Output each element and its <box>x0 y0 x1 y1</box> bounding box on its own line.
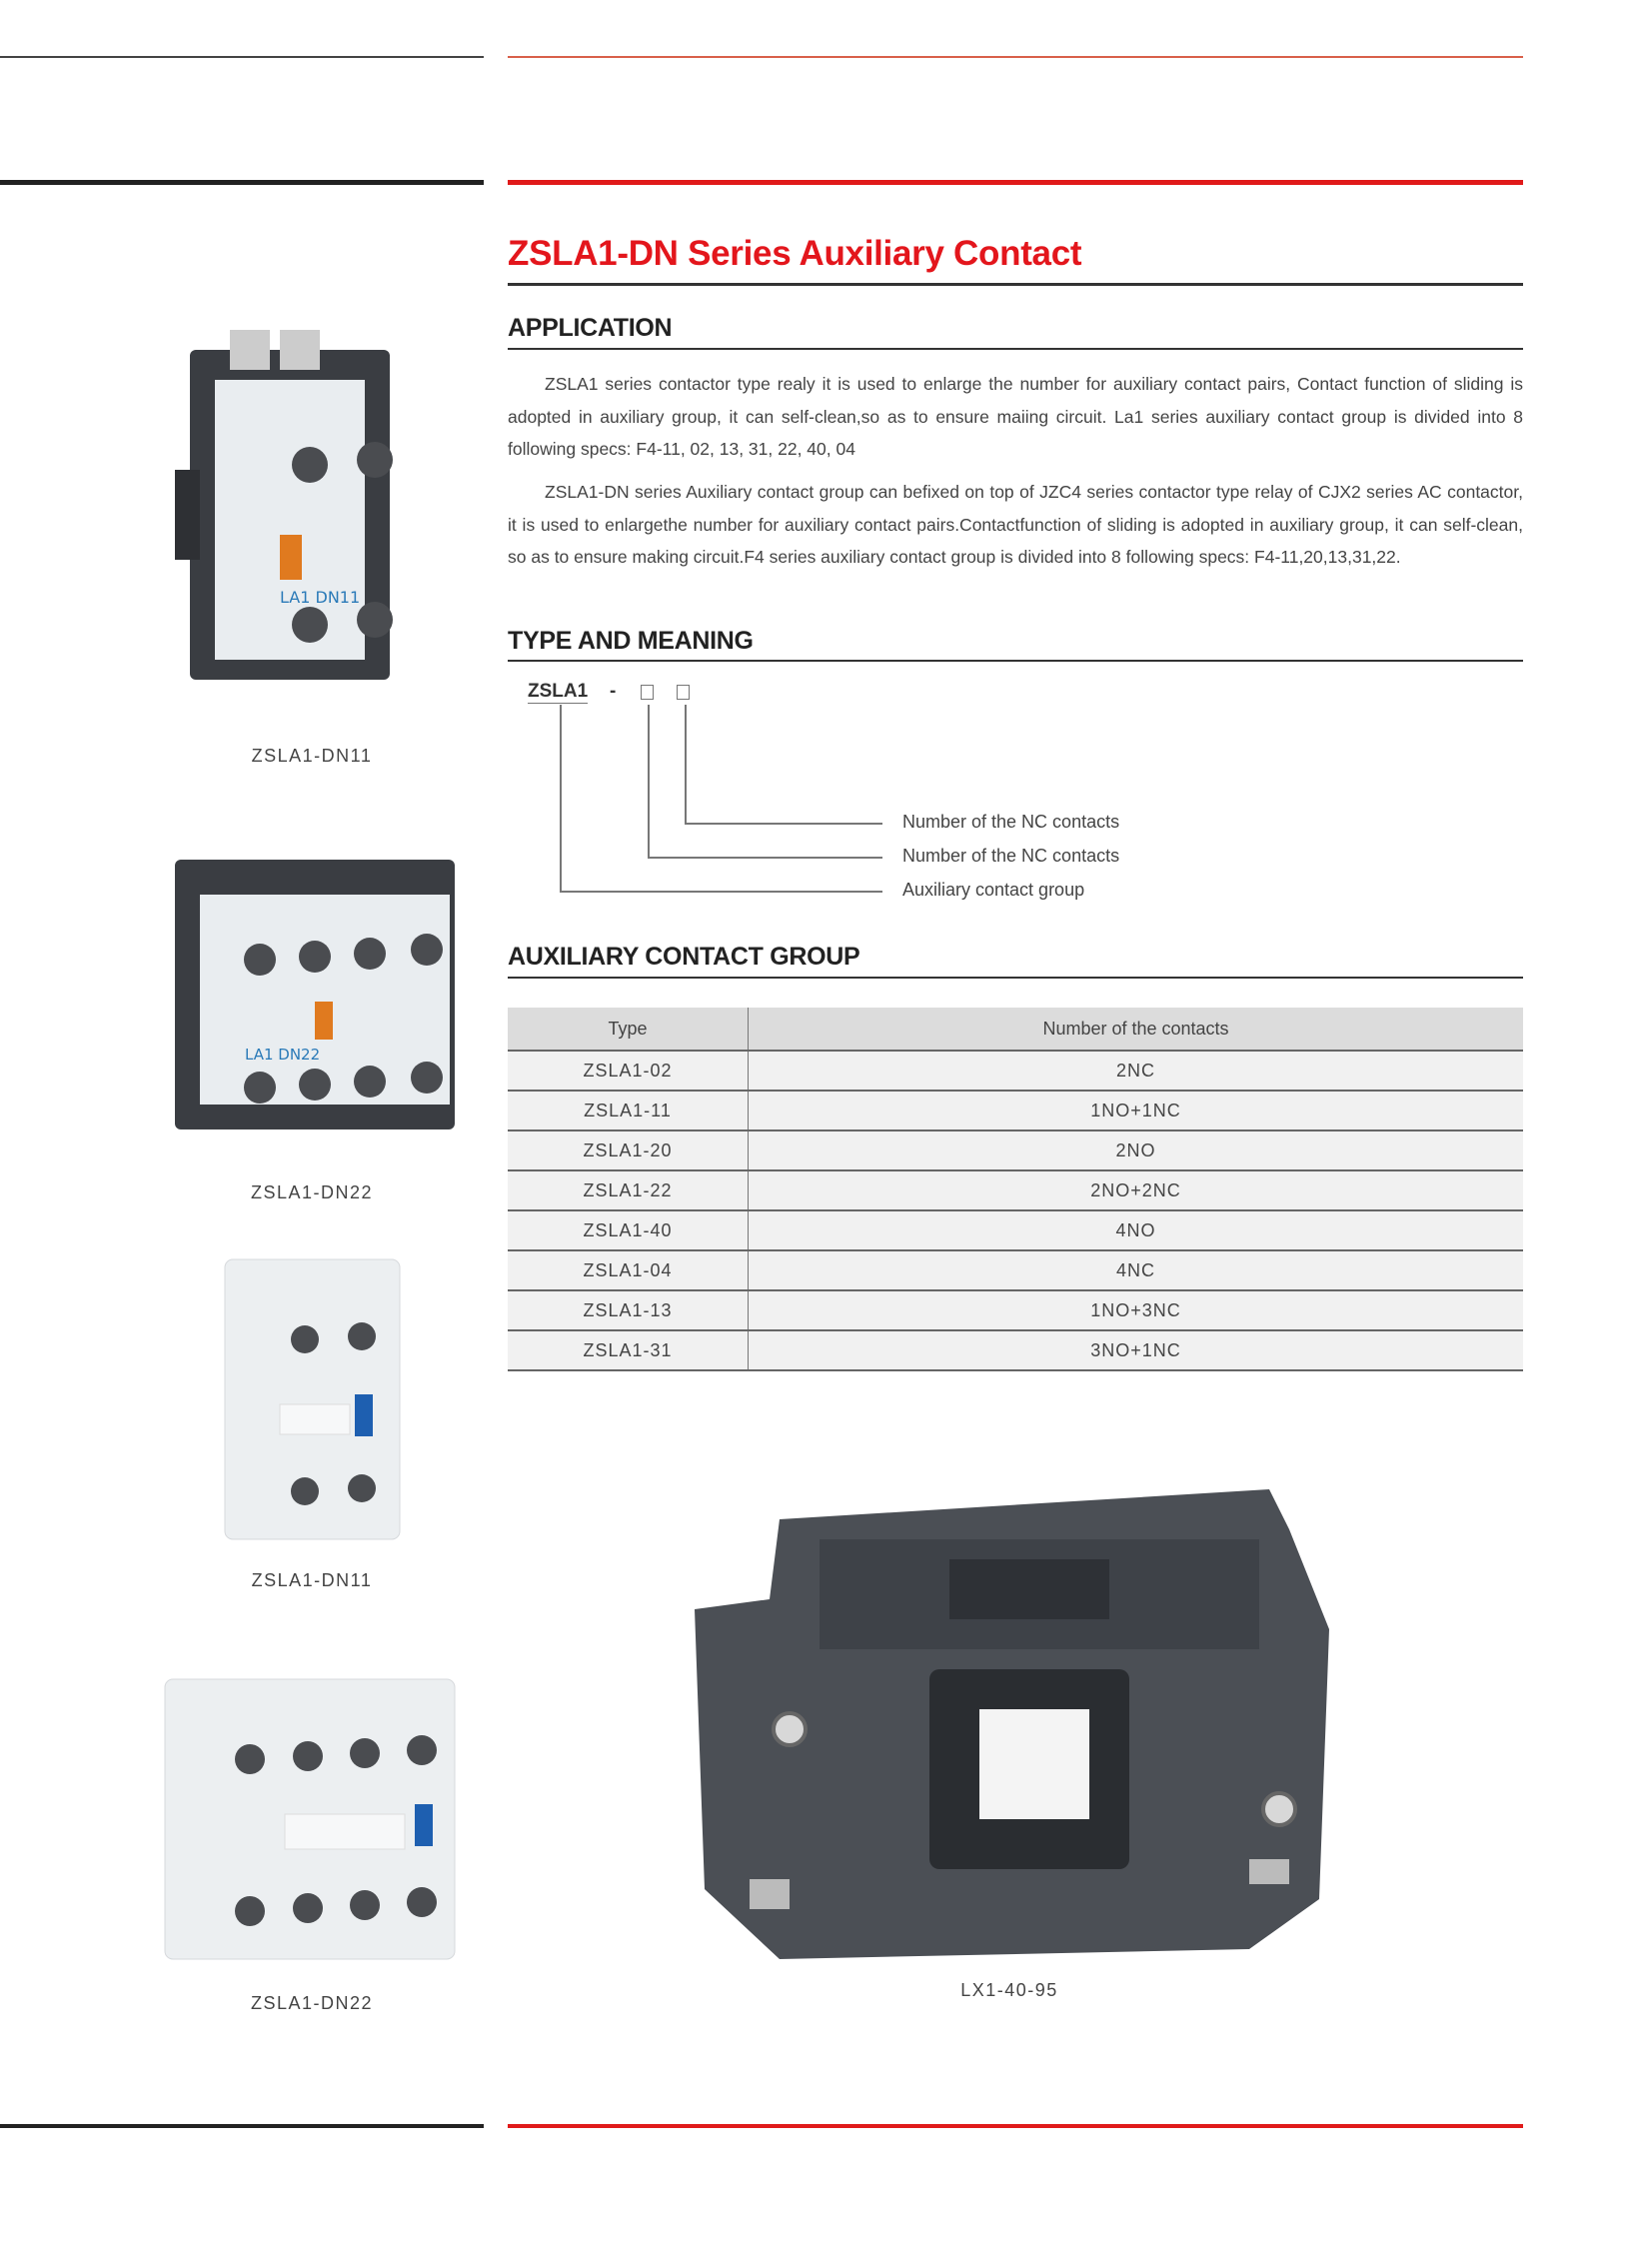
top-rule-right <box>508 56 1523 58</box>
application-paragraph: ZSLA1 series contactor type realy it is used to enlarge the number for auxiliary contact pairs, Contact function of sliding is adopted in auxiliary group, it can self-clean,so as to ensure maiing circuit. La1 series auxiliary contact group is divided into 8 following specs: F4-11, 02, 13, 31, 22, 40, 04 <box>508 374 1523 459</box>
cell-contacts: 1NO+3NC <box>749 1290 1524 1330</box>
cell-contacts: 4NO <box>749 1210 1524 1250</box>
page-title: ZSLA1-DN Series Auxiliary Contact <box>508 234 1082 273</box>
cell-contacts: 4NC <box>749 1250 1524 1290</box>
product-image-dn22-dark <box>165 830 465 1149</box>
column-header-contacts: Number of the contacts <box>749 1008 1524 1051</box>
product-label: LA1 DN11 <box>280 588 361 607</box>
column-header-type: Type <box>508 1008 749 1051</box>
product-image-dn22-white <box>160 1649 460 1969</box>
product-caption: ZSLA1-DN11 <box>251 1570 373 1590</box>
cell-type: ZSLA1-02 <box>508 1051 749 1091</box>
product-caption: ZSLA1-DN22 <box>250 1182 374 1202</box>
table-row <box>508 1170 1523 1210</box>
title-underline <box>508 283 1523 286</box>
header-bar-right <box>508 180 1523 185</box>
table-row <box>508 1250 1523 1290</box>
cell-type: ZSLA1-04 <box>508 1250 749 1290</box>
legend-no-contacts: Number of the NC contacts <box>902 846 1120 866</box>
product-image-dn11-dark <box>170 320 430 700</box>
cell-contacts: 2NO+2NC <box>749 1170 1524 1210</box>
cell-type: ZSLA1-11 <box>508 1091 749 1130</box>
type-code: ZSLA1 <box>528 681 589 702</box>
product-caption: ZSLA1-DN11 <box>251 746 373 766</box>
product-image-dn11-white <box>210 1239 410 1549</box>
type-meaning-underline <box>508 660 1523 662</box>
table-row <box>508 1091 1523 1130</box>
digit-placeholder-2 <box>677 685 690 700</box>
table-row <box>508 1330 1523 1370</box>
type-dash: - <box>610 681 617 702</box>
legend-contact-group: Auxiliary contact group <box>902 880 1085 900</box>
footer-bar-left <box>0 2124 484 2128</box>
application-paragraph: ZSLA1-DN series Auxiliary contact group can befixed on top of JZC4 series contactor type relay of CJX2 series AC contactor, it is used to enlargethe number for auxiliary contact pairs.Contactfunction of sliding is adopted in auxiliary group, it can self-clean, so as to ensure making circuit.F4 series auxiliary contact group is divided into 8 following specs: F4-11,20,13,31,22. <box>508 482 1523 567</box>
cell-contacts: 2NC <box>749 1051 1524 1091</box>
product-label: LA1 DN22 <box>245 1046 321 1064</box>
application-heading: APPLICATION <box>508 314 673 342</box>
table-header-row <box>508 1008 1523 1051</box>
product-caption: ZSLA1-DN22 <box>250 1993 374 2013</box>
cell-type: ZSLA1-20 <box>508 1130 749 1170</box>
coil-image <box>690 1469 1339 1974</box>
cell-contacts: 3NO+1NC <box>749 1330 1524 1370</box>
cell-type: ZSLA1-31 <box>508 1330 749 1370</box>
cell-contacts: 2NO <box>749 1130 1524 1170</box>
cell-type: ZSLA1-40 <box>508 1210 749 1250</box>
cell-type: ZSLA1-22 <box>508 1170 749 1210</box>
contact-group-underline <box>508 977 1523 979</box>
type-meaning-heading: TYPE AND MEANING <box>508 627 754 655</box>
coil-caption: LX1-40-95 <box>960 1980 1058 2000</box>
table-row <box>508 1210 1523 1250</box>
digit-placeholder-1 <box>641 685 654 700</box>
cell-type: ZSLA1-13 <box>508 1290 749 1330</box>
header-bar-left <box>0 180 484 185</box>
application-underline <box>508 348 1523 350</box>
contact-group-table <box>508 1008 1523 1371</box>
footer-bar-right <box>508 2124 1523 2128</box>
table-row <box>508 1130 1523 1170</box>
top-rule-left <box>0 56 484 58</box>
legend-nc-contacts: Number of the NC contacts <box>902 812 1120 832</box>
contact-group-heading: AUXILIARY CONTACT GROUP <box>508 943 860 971</box>
table-row <box>508 1290 1523 1330</box>
table-row <box>508 1051 1523 1091</box>
cell-contacts: 1NO+1NC <box>749 1091 1524 1130</box>
